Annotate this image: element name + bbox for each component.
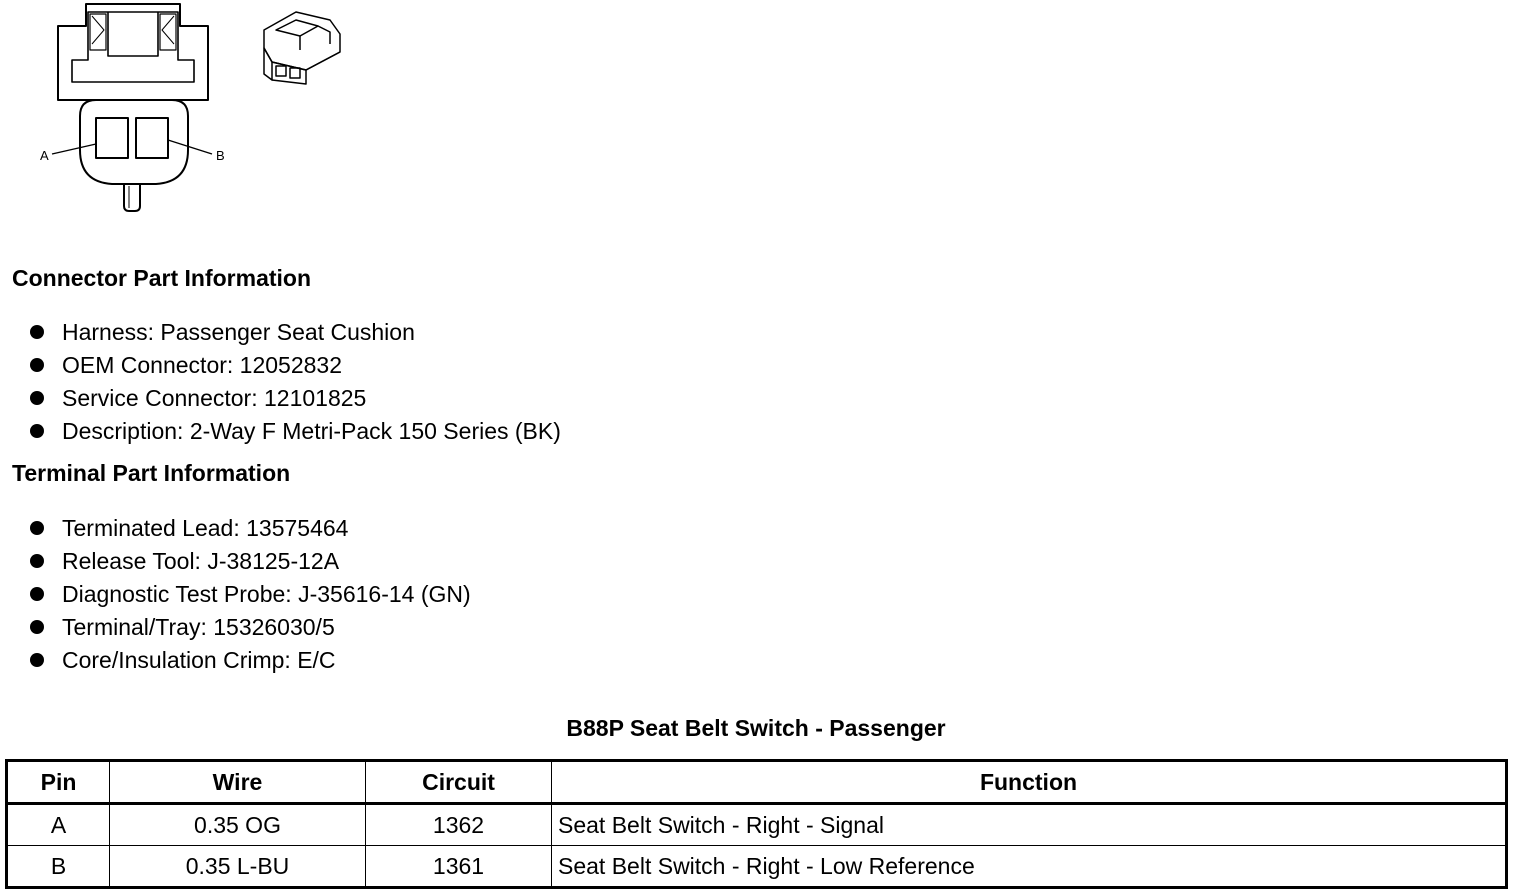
column-header-circuit: Circuit <box>366 761 552 804</box>
connector-info-list <box>28 316 561 448</box>
function-cell: Seat Belt Switch - Right - Low Reference <box>552 846 1507 888</box>
terminal-info-list <box>28 512 471 677</box>
wire-cell: 0.35 L-BU <box>110 846 366 888</box>
bullet-icon <box>30 424 44 438</box>
bullet-icon <box>30 391 44 405</box>
column-header-wire: Wire <box>110 761 366 804</box>
bullet-icon <box>30 325 44 339</box>
pin-b-label: B <box>216 148 225 163</box>
list-item: Service Connector: 12101825 <box>28 382 561 415</box>
bullet-icon <box>30 554 44 568</box>
table-row <box>7 804 1507 846</box>
list-item: Diagnostic Test Probe: J-35616-14 (GN) <box>28 578 471 611</box>
pin-table <box>5 759 1508 889</box>
function-cell: Seat Belt Switch - Right - Signal <box>552 804 1507 846</box>
list-item: Description: 2-Way F Metri-Pack 150 Series (BK) <box>28 415 561 448</box>
bullet-icon <box>30 521 44 535</box>
circuit-cell: 1362 <box>366 804 552 846</box>
connector-face-diagram <box>0 0 360 220</box>
pin-table-title: B88P Seat Belt Switch - Passenger <box>566 715 946 741</box>
bullet-icon <box>30 587 44 601</box>
terminal-info-heading: Terminal Part Information <box>12 460 291 486</box>
bullet-icon <box>30 358 44 372</box>
circuit-cell: 1361 <box>366 846 552 888</box>
table-header-row <box>7 761 1507 804</box>
pin-a-label: A <box>40 148 49 163</box>
list-item: OEM Connector: 12052832 <box>28 349 561 382</box>
pin-cell: B <box>7 846 110 888</box>
connector-info-heading: Connector Part Information <box>12 265 312 291</box>
list-item: Terminal/Tray: 15326030/5 <box>28 611 471 644</box>
table-row <box>7 846 1507 888</box>
list-item: Harness: Passenger Seat Cushion <box>28 316 561 349</box>
column-header-pin: Pin <box>7 761 110 804</box>
list-item: Core/Insulation Crimp: E/C <box>28 644 471 677</box>
column-header-function: Function <box>552 761 1507 804</box>
connector-isometric-icon <box>264 12 340 84</box>
pin-cell: A <box>7 804 110 846</box>
list-item: Terminated Lead: 13575464 <box>28 512 471 545</box>
wire-cell: 0.35 OG <box>110 804 366 846</box>
list-item: Release Tool: J-38125-12A <box>28 545 471 578</box>
bullet-icon <box>30 653 44 667</box>
bullet-icon <box>30 620 44 634</box>
